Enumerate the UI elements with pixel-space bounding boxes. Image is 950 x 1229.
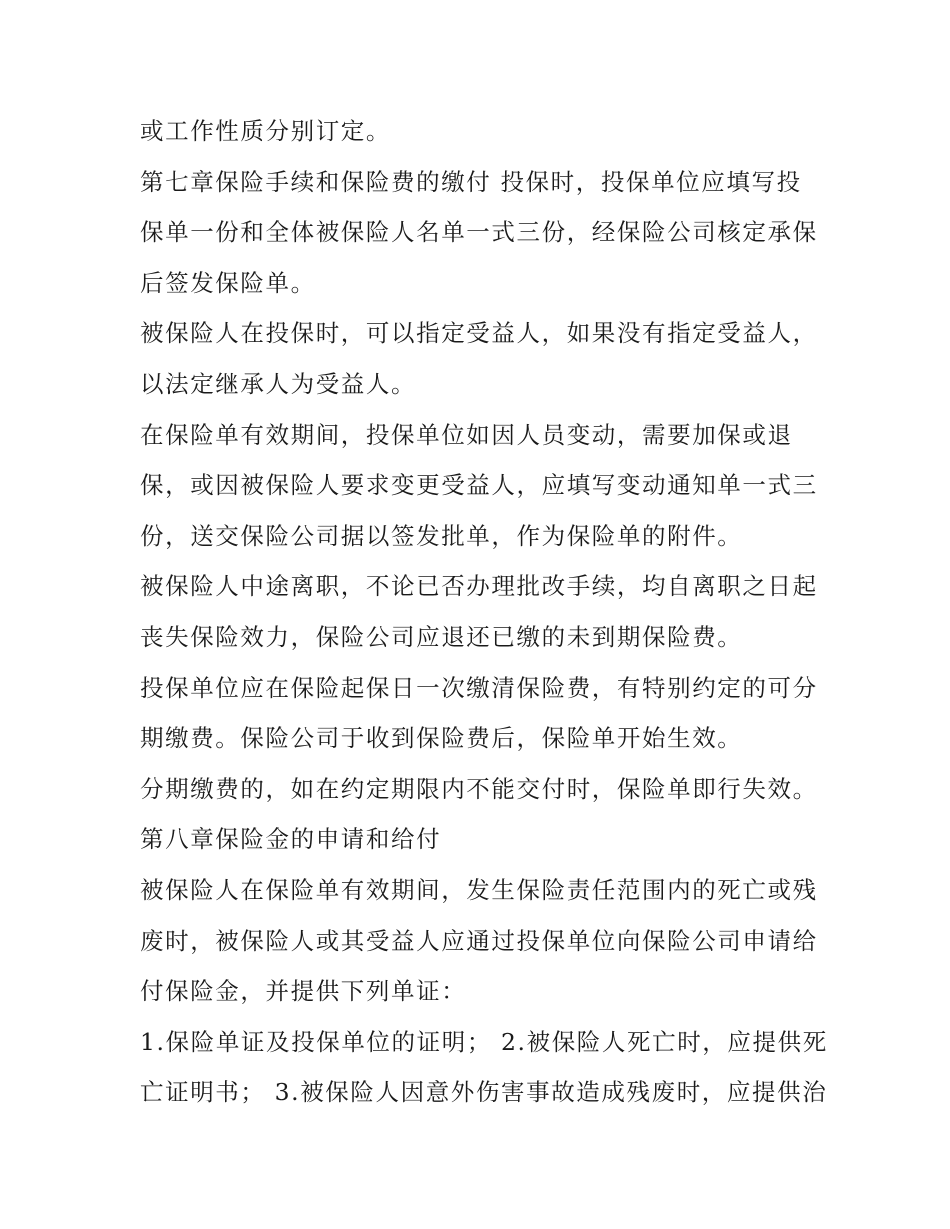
text-line: 在保险单有效期间，投保单位如因人员变动，需要加保或退 — [140, 420, 793, 449]
text-line: 分期缴费的，如在约定期限内不能交付时，保险单即行失效。 — [140, 774, 818, 803]
text-line: 保，或因被保险人要求变更受益人，应填写变动通知单一式三 — [140, 471, 818, 500]
text-line: 付保险金，并提供下列单证： — [140, 977, 467, 1006]
text-line: 保单一份和全体被保险人名单一式三份，经保险公司核定承保 — [140, 218, 818, 247]
section-heading: 第八章保险金的申请和给付 — [140, 825, 442, 854]
text-line: 废时，被保险人或其受益人应通过投保单位向保险公司申请给 — [140, 926, 818, 955]
text-line: 投保单位应在保险起保日一次缴清保险费，有特别约定的可分 — [140, 673, 818, 702]
text-line: 份，送交保险公司据以签发批单，作为保险单的附件。 — [140, 521, 743, 550]
text-line: 期缴费。保险公司于收到保险费后，保险单开始生效。 — [140, 724, 743, 753]
text-line: 被保险人在投保时，可以指定受益人，如果没有指定受益人， — [140, 319, 818, 348]
text-line: 丧失保险效力，保险公司应退还已缴的未到期保险费。 — [140, 622, 743, 651]
document-body — [140, 106, 828, 1118]
text-line: 亡证明书； 3.被保险人因意外伤害事故造成残废时，应提供治 — [140, 1078, 828, 1107]
text-line: 以法定继承人为受益人。 — [140, 369, 417, 398]
text-line: 后签发保险单。 — [140, 268, 316, 297]
text-line: 被保险人中途离职，不论已否办理批改手续，均自离职之日起 — [140, 572, 818, 601]
text-line: 或工作性质分别订定。 — [140, 117, 391, 145]
text-line: 第七章保险手续和保险费的缴付 投保时，投保单位应填写投 — [140, 167, 802, 196]
text-line: 被保险人在保险单有效期间，发生保险责任范围内的死亡或残 — [140, 875, 818, 904]
text-line: 1.保险单证及投保单位的证明； 2.被保险人死亡时，应提供死 — [140, 1027, 828, 1056]
